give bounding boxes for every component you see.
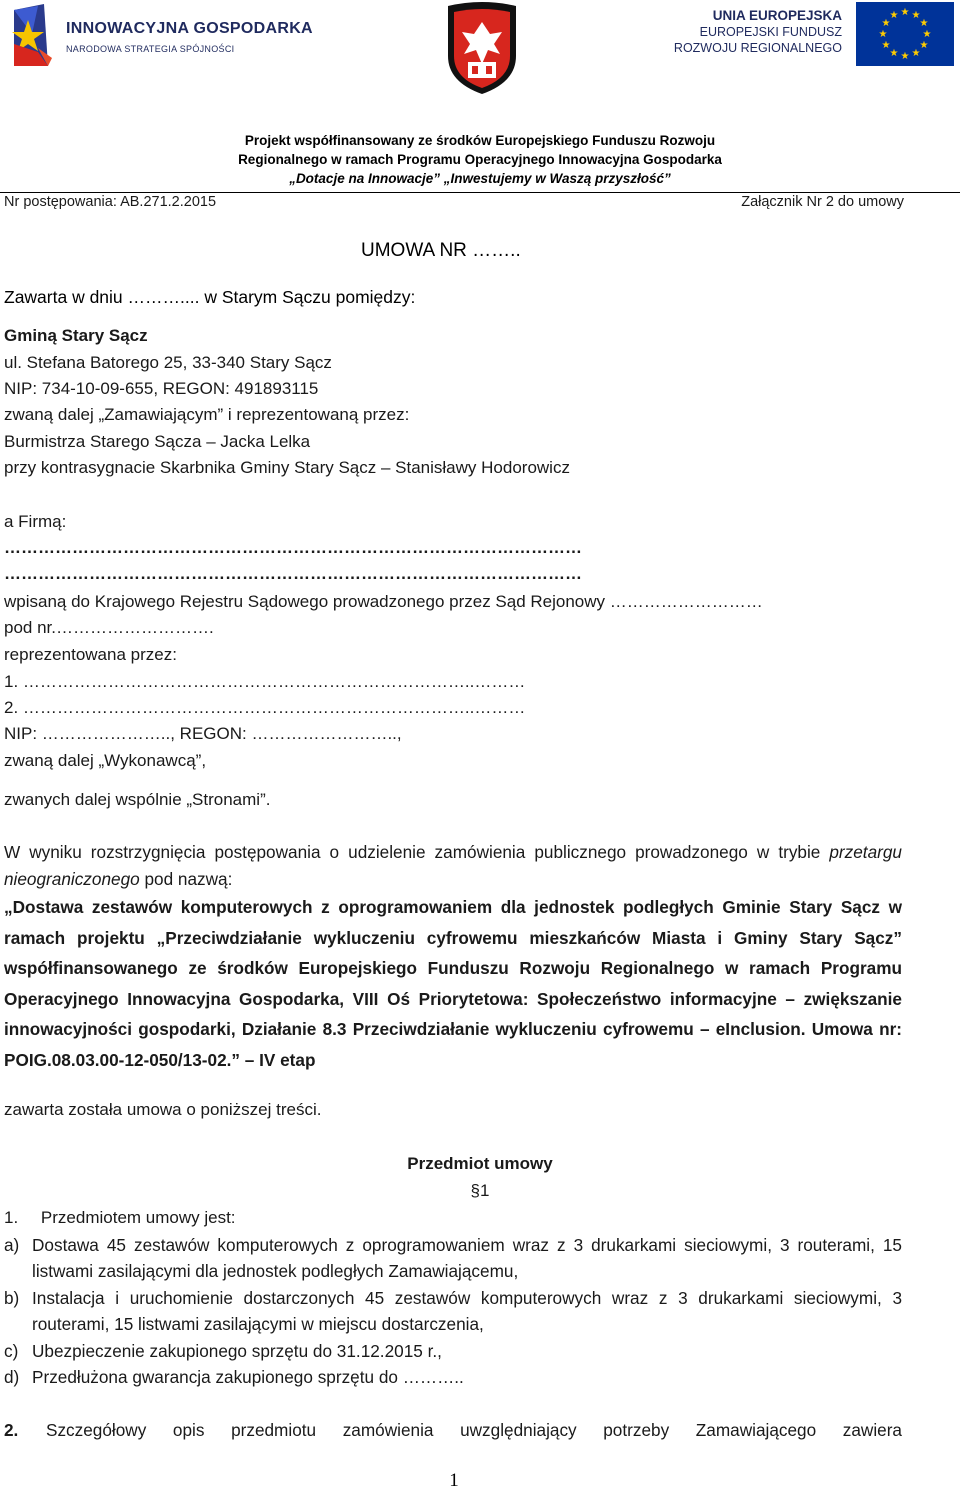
reference-number: Nr postępowania: AB.271.2.2015 <box>4 194 217 210</box>
party1-representative: Burmistrza Starego Sącza – Jacka Lelka <box>4 432 311 451</box>
party2-dots1: ………………………………………………………………………………………… <box>4 538 582 557</box>
svg-text:★: ★ <box>911 10 921 21</box>
party1-name: Gminą Stary Sącz <box>4 326 148 345</box>
party2-called: zwaną dalej „Wykonawcą”, <box>4 751 207 770</box>
item1-text: Przedmiotem umowy jest: <box>40 1208 236 1227</box>
subitem-d <box>4 1364 902 1390</box>
subitem-text: Instalacja i uruchomienie dostarczonych 45 zestawów komputerowych wraz z 3 drukarkami sieciowymi, 3 routerami, 15 listwami zasilającymi w miejscu dostarczenia, <box>32 1288 902 1334</box>
svg-text:★: ★ <box>881 18 891 29</box>
svg-text:★: ★ <box>900 7 910 18</box>
concluded-date: Zawarta w dniu ……….... w Starym Sączu pomiędzy: <box>4 287 416 307</box>
intro-paragraph <box>4 839 902 893</box>
eu-line3: ROZWOJU REGIONALNEGO <box>673 41 842 55</box>
party1-countersign: przy kontrasygnacie Skarbnika Gminy Stary Sącz – Stanisławy Hodorowicz <box>4 458 570 477</box>
section-number: §1 <box>470 1181 490 1200</box>
subitem-a <box>4 1232 902 1284</box>
page-number: 1 <box>449 1470 459 1491</box>
item2-label: 2. <box>4 1420 19 1440</box>
party1-called: zwaną dalej „Zamawiającym” i reprezentowaną przez: <box>4 405 410 424</box>
ig-star-icon <box>8 4 58 70</box>
intro-named: pod nazwą: <box>144 869 233 889</box>
project-banner <box>0 131 960 188</box>
svg-text:★: ★ <box>881 40 891 51</box>
project-line3: „Dotacje na Innowacje” „Inwestujemy w Waszą przyszłość” <box>289 171 671 186</box>
party2-registry: wpisaną do Krajowego Rejestru Sądowego prowadzonego przez Sąd Rejonowy ……………………… <box>4 592 763 611</box>
subitem-b <box>4 1285 902 1337</box>
subitem-text: Ubezpieczenie zakupionego sprzętu do 31.12.2015 r., <box>32 1341 442 1361</box>
project-line1: Projekt współfinansowany ze środków Europejskiego Funduszu Rozwoju <box>244 133 716 148</box>
coat-of-arms-icon <box>444 2 520 96</box>
party1-address: ul. Stefana Batorego 25, 33-340 Stary Sącz <box>4 353 332 372</box>
svg-text:★: ★ <box>911 48 921 59</box>
svg-text:★: ★ <box>889 10 899 21</box>
innowacyjna-gospodarka-logo <box>8 4 328 70</box>
item2-text: Szczegółowy opis przedmiotu zamówienia uwzględniający potrzeby Zamawiającego zawiera <box>46 1420 902 1440</box>
party1-ids: NIP: 734-10-09-655, REGON: 491893115 <box>4 379 319 398</box>
item1-label: 1. <box>4 1208 19 1227</box>
subitem-text: Dostawa 45 zestawów komputerowych z oprogramowaniem wraz z 3 drukarkami sieciowymi, 3 routerami, 15 listwami zasilającymi dla jednostek podległych Zamawiającemu, <box>32 1235 902 1281</box>
header-divider <box>0 192 960 193</box>
subitem-text: Przedłużona gwarancja zakupionego sprzętu do ……….. <box>32 1367 464 1387</box>
eu-fund-label <box>674 8 842 56</box>
svg-text:★: ★ <box>919 40 929 51</box>
section-title: Przedmiot umowy <box>407 1154 553 1173</box>
subitem-label: c) <box>4 1341 19 1361</box>
party2-rep2: 2. ……………………………………………………………………..……… <box>4 698 526 717</box>
svg-text:★: ★ <box>922 29 932 40</box>
eu-line2: EUROPEJSKI FUNDUSZ <box>699 25 842 39</box>
svg-text:★: ★ <box>878 29 888 40</box>
eu-flag-icon <box>856 2 954 66</box>
svg-text:★: ★ <box>919 18 929 29</box>
ig-title: INNOWACYJNA GOSPODARKA <box>66 20 313 37</box>
svg-text:★: ★ <box>889 48 899 59</box>
concluded-content: zawarta została umowa o poniższej treści. <box>4 1100 322 1119</box>
eu-line1: UNIA EUROPEJSKA <box>712 8 842 23</box>
subitem-label: b) <box>4 1288 20 1308</box>
subitem-label: a) <box>4 1235 20 1255</box>
item1 <box>4 1208 236 1228</box>
ig-subtitle: NARODOWA STRATEGIA SPÓJNOŚCI <box>66 44 235 54</box>
party2-number: pod nr.………………………. <box>4 618 214 637</box>
intro-mode: przetargu nieograniczonego <box>4 842 902 889</box>
party2-represented: reprezentowana przez: <box>4 645 177 664</box>
party2-ids: NIP: ………………….., REGON: …………………….., <box>4 724 402 743</box>
svg-text:★: ★ <box>900 51 910 62</box>
subject-bold-paragraph: „Dostawa zestawów komputerowych z oprogramowaniem dla jednostek podległych Gminie Stary Sącz w ramach projektu „Przeciwdziałanie wykluczeniu cyfrowemu mieszkańców Miasta i Gminy Stary Sącz” współfinansowanego ze środków Europejskiego Funduszu Rozwoju Regionalnego w ramach Programu Operacyjnego Innowacyjna Gospodarka, VIII Oś Priorytetowa: Społeczeństwo informacyjne – zwiększanie innowacyjności gospodarki, Działanie 8.3 Przeciwdziałanie wykluczeniu cyfrowemu – eInclusion. Umowa nr: POIG.08.03.00-12-050/13-02.” – IV etap <box>4 897 902 1070</box>
party2-dots2: ………………………………………………………………………………………… <box>4 564 582 583</box>
project-line2: Regionalnego w ramach Programu Operacyjnego Innowacyjna Gospodarka <box>238 152 722 167</box>
party2-rep1: 1. ……………………………………………………………………..……… <box>4 672 526 691</box>
header-logos <box>0 0 960 100</box>
attachment-label: Załącznik Nr 2 do umowy <box>741 194 904 210</box>
party2-intro: a Firmą: <box>4 512 67 531</box>
item2 <box>4 1417 902 1443</box>
subitem-label: d) <box>4 1367 20 1387</box>
intro-text: W wyniku rozstrzygnięcia postępowania o udzielenie zamówienia publicznego prowadzonego w trybie <box>4 842 821 862</box>
parties-statement: zwanych dalej wspólnie „Stronami”. <box>4 790 271 809</box>
contract-title: UMOWA NR …….. <box>361 240 521 261</box>
subitem-c <box>4 1338 902 1364</box>
